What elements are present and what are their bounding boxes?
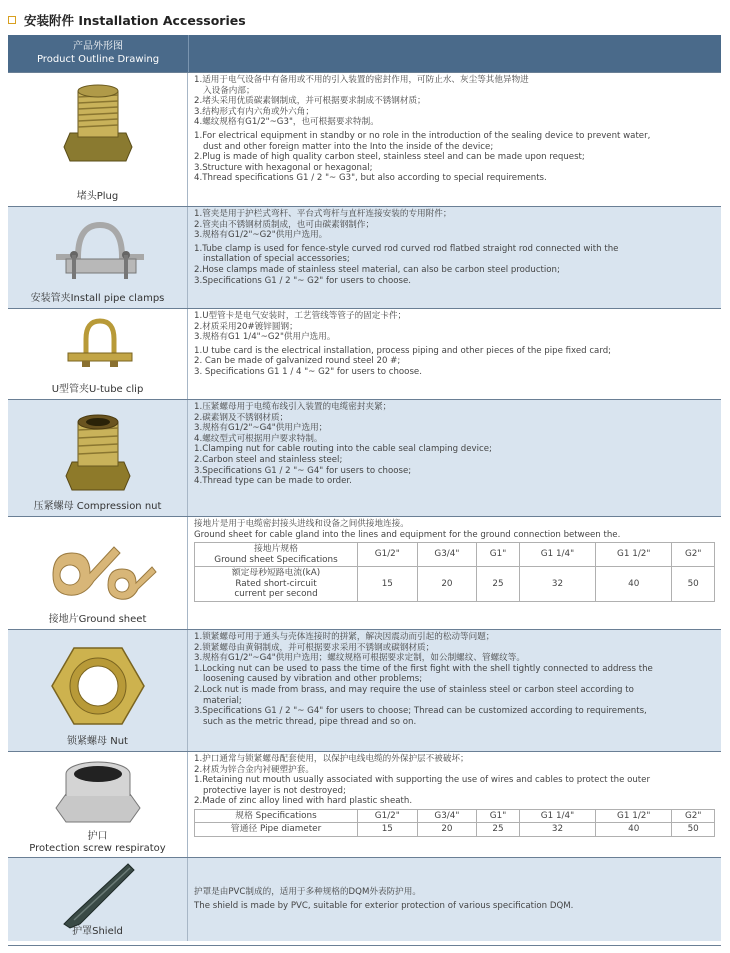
locknut-picture: [8, 630, 188, 751]
row-ground: [8, 516, 721, 629]
lock-nut-icon: [8, 630, 188, 752]
plug-line: 4.螺纹规格有G1/2"~G3"，也可根据要求特制。: [194, 117, 379, 128]
compression-picture: [8, 400, 188, 516]
locknut-line: 1.Locking nut can be used to pass the time of the first fight with the shell tightly connected to address the: [194, 663, 653, 674]
value-cell: 32: [519, 567, 595, 602]
size-cell: G1 1/4": [519, 809, 595, 823]
size-cell: G1/2": [358, 543, 418, 567]
shield-description: [188, 858, 721, 941]
ground-spec-label: [195, 543, 358, 567]
plug-picture: [8, 73, 188, 206]
value-cell: 50: [672, 567, 715, 602]
compression-line: 4.Thread type can be made to order.: [194, 476, 352, 487]
size-cell: G2": [672, 809, 715, 823]
table-bottom-border: [8, 945, 721, 946]
utube-line: 2.材质采用20#镀锌圆钢；: [194, 321, 298, 332]
locknut-description: [188, 630, 721, 751]
utube-line: 1.U tube card is the electrical installation, process piping and other pieces of the pipe fixed card;: [194, 345, 612, 356]
compression-caption: 压紧螺母 Compression nut: [33, 501, 162, 512]
shield-picture: [8, 858, 188, 941]
respirator-caption-cn: 护口: [87, 831, 108, 842]
utube-line: 2. Can be made of galvanized round steel 20 #;: [194, 356, 401, 367]
ground-rated-label-en2: current per second: [234, 589, 318, 600]
plug-line: 4.Thread specifications G1 / 2 "~ G3", but also according to special requirements.: [194, 173, 547, 184]
utube-line: 1.U型管卡是电气安装时，工艺管线等管子的固定卡件；: [194, 311, 407, 321]
clamp-line: 3.Specifications G1 / 2 "~ G2" for users to choose.: [194, 275, 412, 286]
ground-spec-label-en: Ground sheet Specifications: [214, 554, 338, 565]
table-row: [195, 567, 715, 602]
shield-line: 护罩是由PVC制成的，适用于多种规格的DQM外表防护用。: [194, 887, 421, 897]
table-row: [195, 823, 715, 837]
value-cell: 25: [477, 567, 520, 602]
compression-nut-icon: [8, 400, 188, 517]
value-cell: 50: [672, 823, 715, 837]
ground-rated-label-cn: 额定母秒短路电流(kA): [231, 568, 321, 579]
row-clamp: [8, 206, 721, 308]
respirator-line: 2.材质为锌合金内衬硬塑护套。: [194, 764, 314, 775]
clamp-line: 3.规格有G1/2"~G2"供用户选用。: [194, 230, 328, 241]
value-cell: 40: [596, 823, 672, 837]
utube-picture: [8, 309, 188, 399]
table-header: [8, 35, 721, 72]
plug-line: dust and other foreign matter into the Into the inside of the device;: [203, 141, 494, 152]
value-cell: 25: [477, 823, 520, 837]
size-cell: G3/4": [417, 809, 477, 823]
table-row: [195, 543, 715, 567]
respirator-picture: [8, 752, 188, 857]
checkbox-square-icon: [8, 16, 16, 24]
utube-line: 3. Specifications G1 1 / 4 "~ G2" for users to choose.: [194, 366, 422, 377]
clamp-line: 2.Hose clamps made of stainless steel material, can also be carbon steel production;: [194, 264, 560, 275]
locknut-caption: 锁紧螺母 Nut: [67, 736, 128, 747]
plug-line: 1.For electrical equipment in standby or no role in the introduction of the sealing device to prevent water,: [194, 130, 651, 141]
size-cell: G1": [477, 809, 520, 823]
clamp-line: 2.管夹由不锈钢材质制成，也可由碳素钢制作；: [194, 219, 375, 230]
plug-caption: 堵头Plug: [76, 191, 119, 202]
value-cell: 15: [358, 823, 418, 837]
locknut-line: such as the metric thread, pipe thread and so on.: [203, 716, 417, 727]
compression-line: 3.规格有G1/2"~G4"供用户选用；: [194, 423, 328, 434]
utube-caption: U型管夹U-tube clip: [51, 384, 144, 395]
row-shield: [8, 857, 721, 941]
ground-description: [188, 517, 721, 629]
row-compression: [8, 399, 721, 516]
locknut-line: loosening caused by vibration and other problems;: [203, 674, 423, 685]
compression-line: 3.Specifications G1 / 2 "~ G4" for users to choose;: [194, 465, 412, 476]
respirator-spec-table: [194, 809, 715, 837]
row-utube: [8, 308, 721, 399]
plug-icon: [8, 73, 188, 207]
plug-line: 3.结构形式有内六角或外六角；: [194, 106, 314, 117]
ground-rated-label: [195, 567, 358, 602]
locknut-line: 2.Lock nut is made from brass, and may require the use of stainless steel or carbon steel according to: [194, 684, 634, 695]
accessories-table: [8, 35, 721, 941]
plug-description: [188, 73, 721, 206]
utube-description: [188, 309, 721, 399]
value-cell: 20: [417, 567, 477, 602]
compression-line: 1.压紧螺母用于电缆布线引入装置的电缆密封夹紧；: [194, 402, 392, 412]
clamp-line: 1.Tube clamp is used for fence-style curved rod curved rod flatbed straight rod connected with the: [194, 243, 619, 254]
size-cell: G1 1/4": [519, 543, 595, 567]
locknut-line: 3.Specifications G1 / 2 "~ G4" for users to choose; Thread can be customized according to requirements,: [194, 706, 647, 717]
ground-picture: [8, 517, 188, 629]
respirator-spec-label: 规格 Specifications: [195, 809, 358, 823]
size-cell: G1 1/2": [596, 809, 672, 823]
value-cell: 15: [358, 567, 418, 602]
respirator-line: 1.Retaining nut mouth usually associated with supporting the use of wires and cables to protect the outer: [194, 775, 650, 786]
plug-line: 2.Plug is made of high quality carbon steel, stainless steel and can be made upon request;: [194, 152, 585, 163]
row-locknut: [8, 629, 721, 751]
table-row: [195, 809, 715, 823]
locknut-line: material;: [203, 695, 242, 706]
respirator-diameter-label: 管通径 Pipe diameter: [195, 823, 358, 837]
compression-description: [188, 400, 721, 516]
size-cell: G1": [477, 543, 520, 567]
plug-line: 入设备内部；: [203, 85, 255, 96]
ground-line: 接地片是用于电缆密封接头进线和设备之间供接地连接。: [194, 519, 409, 529]
size-cell: G1/2": [358, 809, 418, 823]
compression-line: 2.碳素钢及不锈钢材质；: [194, 412, 289, 423]
header-cn: 产品外形图: [73, 41, 123, 52]
clamp-line: installation of special accessories;: [203, 254, 350, 265]
value-cell: 20: [417, 823, 477, 837]
shield-caption: 护罩Shield: [72, 926, 123, 937]
locknut-line: 3.规格有G1/2"~G4"供用户选用；螺纹规格可根据要求定制，如公制螺纹、管螺纹等。: [194, 653, 525, 664]
clamp-description: [188, 207, 721, 308]
respirator-caption: [8, 831, 187, 855]
compression-line: 2.Carbon steel and stainless steel;: [194, 454, 343, 465]
locknut-line: 1.锁紧螺母可用于通头与壳体连接时的拼紧，解决因震动而引起的松动等问题；: [194, 632, 495, 642]
size-cell: G3/4": [417, 543, 477, 567]
locknut-line: 2.锁紧螺母由黄铜制成，并可根据要求采用不锈钢或碳钢材质；: [194, 642, 435, 653]
header-outline-cell: [8, 35, 188, 72]
ground-spec-table: [194, 542, 715, 602]
plug-line: 2.堵头采用优质碳素钢制成，并可根据要求制成不锈钢材质；: [194, 96, 426, 107]
ground-line: Ground sheet for cable gland into the lines and equipment for the ground connection between the.: [194, 529, 621, 540]
shield-line: The shield is made by PVC, suitable for exterior protection of various specification DQM.: [194, 900, 574, 911]
respirator-line: 1.护口通常与锁紧螺母配套使用，以保护电线电缆的外保护层不被破坏；: [194, 754, 469, 764]
page-title: [8, 10, 246, 30]
clamp-picture: [8, 207, 188, 308]
row-respirator: [8, 751, 721, 857]
clamp-caption: 安装管夹Install pipe clamps: [30, 293, 165, 304]
value-cell: 32: [519, 823, 595, 837]
size-cell: G2": [672, 543, 715, 567]
utube-line: 3.规格有G1 1/4"~G2"供用户选用。: [194, 332, 336, 343]
plug-line: 1.适用于电气设备中有备用或不用的引入装置的密封作用，可防止水、灰尘等其他异物进: [194, 75, 529, 85]
value-cell: 40: [596, 567, 672, 602]
page-title-text: 安装附件 Installation Accessories: [24, 13, 246, 28]
respirator-line: protective layer is not destroyed;: [203, 785, 346, 796]
ground-caption: 接地片Ground sheet: [48, 614, 147, 625]
ground-rated-label-en1: Rated short-circuit: [235, 578, 317, 589]
header-desc-cell: [188, 35, 721, 72]
size-cell: G1 1/2": [596, 543, 672, 567]
row-plug: [8, 72, 721, 206]
compression-line: 4.螺纹型式可根据用户要求特制。: [194, 433, 323, 444]
respirator-description: [188, 752, 721, 857]
compression-line: 1.Clamping nut for cable routing into the cable seal clamping device;: [194, 444, 492, 455]
clamp-line: 1.管夹是用于护栏式弯杆、平台式弯杆与直杆连接安装的专用附件；: [194, 209, 452, 219]
header-en: Product Outline Drawing: [36, 54, 160, 65]
plug-line: 3.Structure with hexagonal or hexagonal;: [194, 162, 373, 173]
respirator-line: 2.Made of zinc alloy lined with hard plastic sheath.: [194, 796, 413, 807]
respirator-caption-en: Protection screw respiratoy: [29, 843, 166, 854]
ground-spec-label-cn: 接地片规格: [254, 544, 298, 555]
